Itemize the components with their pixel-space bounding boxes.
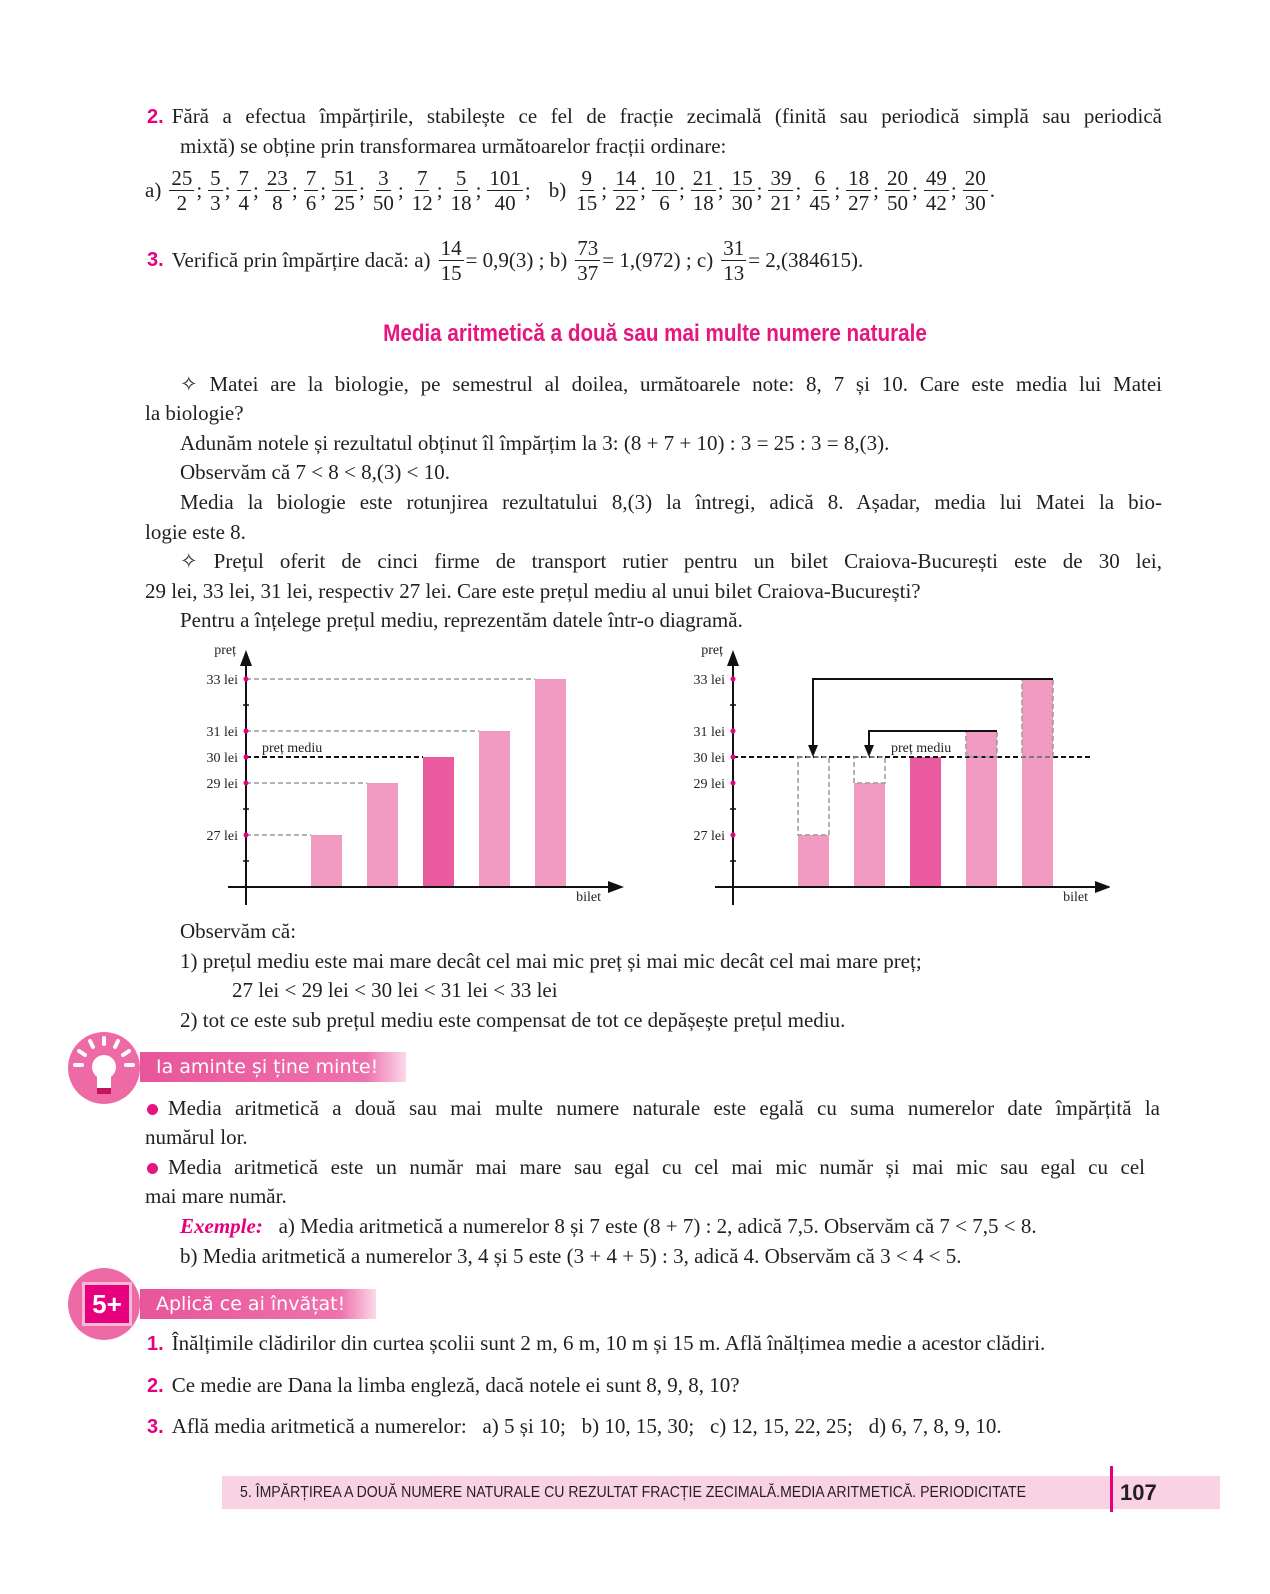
separator: ; <box>640 178 646 202</box>
bar-1 <box>311 835 342 887</box>
separator: ; <box>912 178 918 202</box>
tick-dot <box>731 833 736 838</box>
separator: ; <box>397 178 404 202</box>
separator: ; <box>524 178 531 202</box>
paragraph: ✧ Matei are la biologie, pe semestrul al doilea, următoarele note: 8, 7 și 10. Care este media lui Matei <box>180 372 1162 396</box>
examples-line: Exemple: a) Media aritmetică a numerelor 8 și 7 este (8 + 7) : 2, adică 7,5. Observăm că 7 < 7,5 < 8. <box>180 1214 1037 1238</box>
tick-dot <box>244 729 249 734</box>
bar-2 <box>854 783 885 887</box>
separator: ; <box>601 178 608 202</box>
fraction: $\frac{14}{15}$ <box>440 236 462 285</box>
fraction: 7 4 <box>238 166 250 215</box>
x-axis-arrow-icon <box>608 881 624 893</box>
fraction: 25 2 <box>171 166 193 215</box>
fraction: 10 6 <box>653 166 675 215</box>
tick-dot <box>244 755 249 760</box>
tick-dot <box>731 677 736 682</box>
y-tick-label: 30 lei <box>693 751 725 766</box>
apply-item: 2. Ce medie are Dana la limba engleză, dacă notele ei sunt 8, 9, 8, 10? <box>147 1373 740 1397</box>
fraction: 20 50 <box>887 166 909 215</box>
deficit-outline <box>854 757 885 783</box>
y-axis-label: preț <box>214 643 236 658</box>
y-tick-label: 27 lei <box>693 829 725 844</box>
separator: ; <box>873 178 880 202</box>
tick-dot <box>731 729 736 734</box>
fraction: 3 50 <box>372 166 394 215</box>
separator: ; <box>320 178 327 202</box>
separator: ; <box>717 178 724 202</box>
bar-3 <box>910 757 941 887</box>
bar-4 <box>966 731 997 887</box>
ex2-line1: 2. Fără a efectua împărțirile, stabilește ce fel de fracție zecimală (finită sau periodică simplă sau periodică <box>147 104 1162 128</box>
y-tick-label: 29 lei <box>693 777 725 792</box>
fraction: 15 30 <box>731 166 753 215</box>
ex2-fractions <box>145 166 999 215</box>
five-plus-icon: 5+ <box>68 1268 140 1340</box>
y-tick-label: 31 lei <box>693 725 725 740</box>
paragraph: Observăm că: <box>180 919 297 943</box>
separator: ; <box>224 178 231 202</box>
separator: ; <box>359 178 365 202</box>
paragraph: 1) prețul mediu este mai mare decât cel mai mic preț și mai mic decât cel mai mare preț; <box>180 949 922 973</box>
separator: ; <box>678 178 685 202</box>
tick-dot <box>244 833 249 838</box>
bullet-icon <box>147 1104 158 1115</box>
compensation-arrow <box>813 679 1053 749</box>
arrow-head-icon <box>864 745 874 757</box>
separator: ; <box>291 178 298 202</box>
fraction: 5 3 <box>210 166 221 215</box>
apply-banner: Aplică ce ai învățat! <box>140 1289 376 1319</box>
y-axis-arrow-icon <box>727 650 739 666</box>
paragraph: logie este 8. <box>145 520 246 544</box>
page-number: 107 <box>1120 1480 1157 1505</box>
section-title: Media aritmetică a două sau mai multe numere naturale <box>383 320 927 347</box>
separator: ; <box>950 178 957 202</box>
page-footer <box>222 1476 1220 1509</box>
x-axis-label: bilet <box>576 890 601 905</box>
remember-bullet-cont: numărul lor. <box>145 1125 248 1149</box>
separator: ; <box>436 178 443 202</box>
fraction: 6 45 <box>809 166 831 215</box>
paragraph: 27 lei < 29 lei < 30 lei < 31 lei < 33 lei <box>232 978 558 1002</box>
y-tick-label: 33 lei <box>693 673 725 688</box>
separator: ; <box>196 178 203 202</box>
fraction-group-label: b) <box>548 178 567 202</box>
ex2-line2: mixtă) se obține prin transformarea următoarelor fracții ordinare: <box>180 134 727 158</box>
separator: ; <box>253 178 259 202</box>
paragraph: Media la biologie este rotunjirea rezultatului 8,(3) la întregi, adică 8. Așadar, media lui Matei la bio- <box>180 490 1162 514</box>
fraction: 101 40 <box>489 166 521 215</box>
remember-bullet-cont: mai mare număr. <box>145 1184 287 1208</box>
y-tick-label: 27 lei <box>206 829 238 844</box>
tick-dot <box>244 677 249 682</box>
fraction: $\frac{73}{37}$ <box>577 236 599 285</box>
apply-item: 1. Înălțimile clădirilor din curtea școlii sunt 2 m, 6 m, 10 m și 15 m. Află înălțimea medie a acestor clădiri. <box>147 1331 1046 1355</box>
paragraph: Pentru a înțelege prețul mediu, reprezentăm datele într-o diagramă. <box>180 608 743 632</box>
fraction: 51 25 <box>334 166 356 215</box>
lightbulb-icon <box>68 1032 140 1104</box>
fraction-group-label: a) <box>145 178 162 202</box>
y-tick-label: 29 lei <box>206 777 238 792</box>
fraction: 23 8 <box>266 166 288 215</box>
price-charts <box>190 640 1110 910</box>
bullet-icon <box>147 1163 158 1174</box>
paragraph: la biologie? <box>145 401 244 425</box>
examples-line: b) Media aritmetică a numerelor 3, 4 și 5 este (3 + 4 + 5) : 3, adică 4. Observăm că 3 < 4 < 5. <box>180 1244 962 1268</box>
y-tick-label: 31 lei <box>206 725 238 740</box>
fraction: 5 18 <box>450 166 472 215</box>
y-tick-label: 33 lei <box>206 673 238 688</box>
bar-4 <box>479 731 510 887</box>
y-axis-arrow-icon <box>240 650 252 666</box>
x-axis-label: bilet <box>1063 890 1088 905</box>
paragraph: Observăm că 7 < 8 < 8,(3) < 10. <box>180 460 450 484</box>
tick-dot <box>731 781 736 786</box>
separator: ; <box>475 178 482 202</box>
tick-dot <box>731 755 736 760</box>
fraction: $\frac{31}{13}$ <box>723 236 745 285</box>
arrow-head-icon <box>808 745 818 757</box>
deficit-outline <box>798 757 829 835</box>
remember-banner: Ia aminte și ține minte! <box>140 1052 406 1082</box>
paragraph: 2) tot ce este sub prețul mediu este compensat de tot ce depășește prețul mediu. <box>180 1008 846 1032</box>
fraction: 20 30 <box>964 166 986 215</box>
fraction: 18 27 <box>848 166 870 215</box>
remember-bullet: Media aritmetică a două sau mai multe numere naturale este egală cu suma numerelor date împărțită la <box>145 1094 1160 1122</box>
bar-5 <box>535 679 566 887</box>
y-tick-label: 30 lei <box>206 751 238 766</box>
fraction: 21 18 <box>692 166 714 215</box>
footer-divider <box>1110 1466 1113 1512</box>
separator: ; <box>795 178 802 202</box>
apply-item: 3. Află media aritmetică a numerelor: a) 5 și 10; b) 10, 15, 30; c) 12, 15, 22, 25; d) 6, 7, 8, 9, 10. <box>147 1414 1002 1438</box>
fraction: 9 15 <box>576 166 598 215</box>
separator: ; <box>834 178 841 202</box>
fraction: 7 12 <box>411 166 433 215</box>
ex3-line: 3. Verifică prin împărțire dacă: a) $\frac{14}{15}$ = 0,9(3) ; b) $\frac{73}{37}$ = 1,(972) ; c) $\frac{31}{13}$ = 2,(384615). <box>147 236 864 285</box>
bar-5 <box>1022 679 1053 887</box>
paragraph: Adunăm notele și rezultatul obținut îl împărțim la 3: (8 + 7 + 10) : 3 = 25 : 3 = 8,(3). <box>180 431 890 455</box>
tick-dot <box>244 781 249 786</box>
chapter-title: 5. ÎMPĂRȚIREA A DOUĂ NUMERE NATURALE CU REZULTAT FRACȚIE ZECIMALĂ.MEDIA ARITMETICĂ. PERIODICITATE <box>240 1484 1026 1501</box>
separator: ; <box>756 178 763 202</box>
fraction: 14 22 <box>615 166 637 215</box>
bar-2 <box>367 783 398 887</box>
y-axis-label: preț <box>701 643 723 658</box>
mean-label: preț mediu <box>262 741 323 756</box>
remember-bullet: Media aritmetică este un număr mai mare sau egal cu cel mai mic număr și mai mic sau egal cu cel <box>145 1153 1145 1181</box>
paragraph: ✧ Prețul oferit de cinci firme de transport rutier pentru un bilet Craiova-București este de 30 lei, <box>180 549 1162 573</box>
bar-1 <box>798 835 829 887</box>
bar-3 <box>423 757 454 887</box>
fraction: 49 42 <box>925 166 947 215</box>
fraction: 39 21 <box>770 166 792 215</box>
mean-label: preț mediu <box>891 741 952 756</box>
fraction: 7 6 <box>305 166 317 215</box>
separator: . <box>989 178 995 202</box>
x-axis-arrow-icon <box>1095 881 1110 893</box>
paragraph: 29 lei, 33 lei, 31 lei, respectiv 27 lei. Care este prețul mediu al unui bilet Craiova-București? <box>145 579 921 603</box>
